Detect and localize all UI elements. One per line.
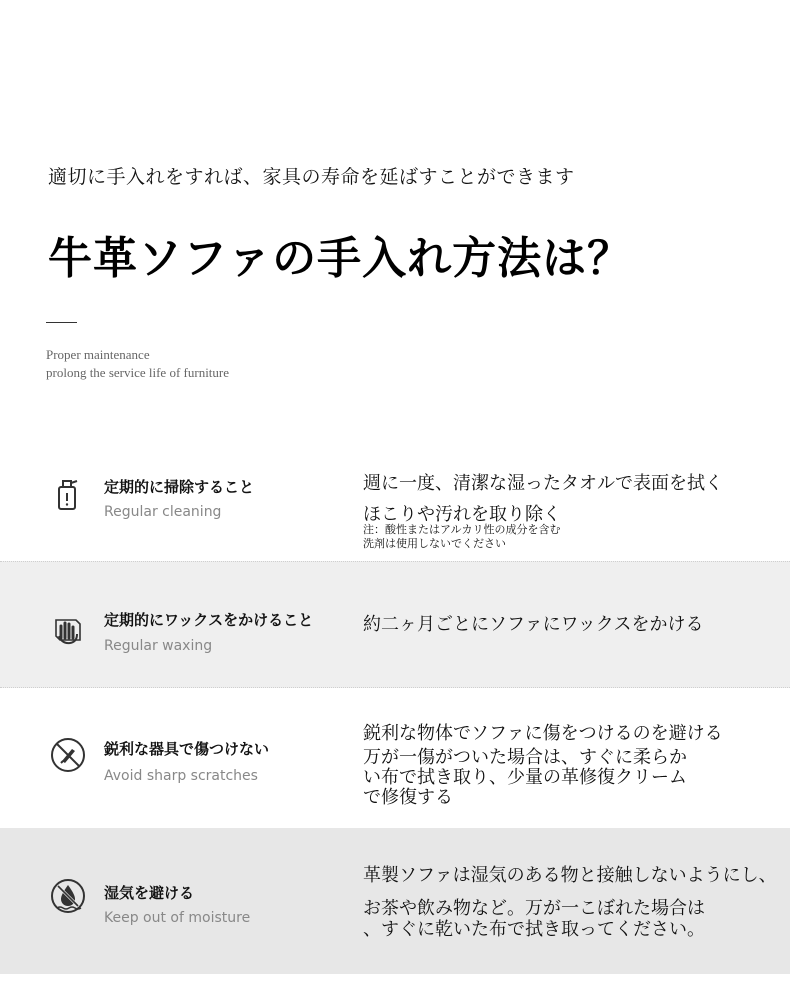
spray-bottle-icon [50, 476, 86, 512]
page-title: 牛革ソファの手入れ方法は？ [48, 233, 633, 284]
tip-title: 定期的に掃除すること [104, 478, 255, 496]
tip-english: Regular waxing [104, 638, 213, 654]
tip-description: 鋭利な物体でソファに傷をつけるのを避ける [363, 723, 723, 744]
tip-description: で修復する [363, 787, 453, 808]
page-subtitle: 適切に手入れをすれば、家具の寿命を延ばすことができます [48, 166, 575, 188]
tip-english: Regular cleaning [104, 504, 222, 520]
tip-description: ほこりや汚れを取り除く [363, 504, 561, 525]
tip-row-cleaning [0, 460, 790, 560]
tip-note: 洗剤は使用しないでください [363, 537, 506, 550]
tip-row-sharp [0, 687, 790, 827]
tip-title: 定期的にワックスをかけること [104, 611, 314, 629]
tip-description: 週に一度、清潔な湿ったタオルで表面を拭く [363, 473, 723, 494]
english-caption-line2: prolong the service life of furniture [46, 365, 230, 380]
title-divider [46, 322, 77, 323]
tip-row-moisture [0, 828, 790, 974]
english-caption-line1: Proper maintenance [46, 347, 150, 362]
no-sharp-objects-icon [50, 737, 86, 773]
tip-english: Avoid sharp scratches [104, 768, 258, 784]
tip-english: Keep out of moisture [104, 910, 251, 926]
water-drop-icon [50, 878, 86, 914]
english-caption [46, 346, 229, 382]
tip-title: 湿気を避ける [104, 884, 195, 902]
tip-description: 革製ソファは湿気のある物と接触しないようにし、 [363, 865, 777, 886]
tip-description: い布で拭き取り、少量の革修復クリーム [363, 767, 687, 788]
tip-description: 約二ヶ月ごとにソファにワックスをかける [363, 614, 704, 635]
tip-description: 万が一傷がついた場合は、すぐに柔らか [363, 747, 687, 768]
tip-title: 鋭利な器具で傷つけない [104, 740, 270, 758]
glove-hand-icon [50, 612, 86, 648]
tip-row-waxing [0, 561, 790, 688]
tip-description: お茶や飲み物など。万が一こぼれた場合は [363, 898, 705, 919]
tip-description: 、すぐに乾いた布で拭き取ってください。 [363, 919, 705, 940]
tip-note: 注：酸性またはアルカリ性の成分を含む [363, 523, 561, 536]
